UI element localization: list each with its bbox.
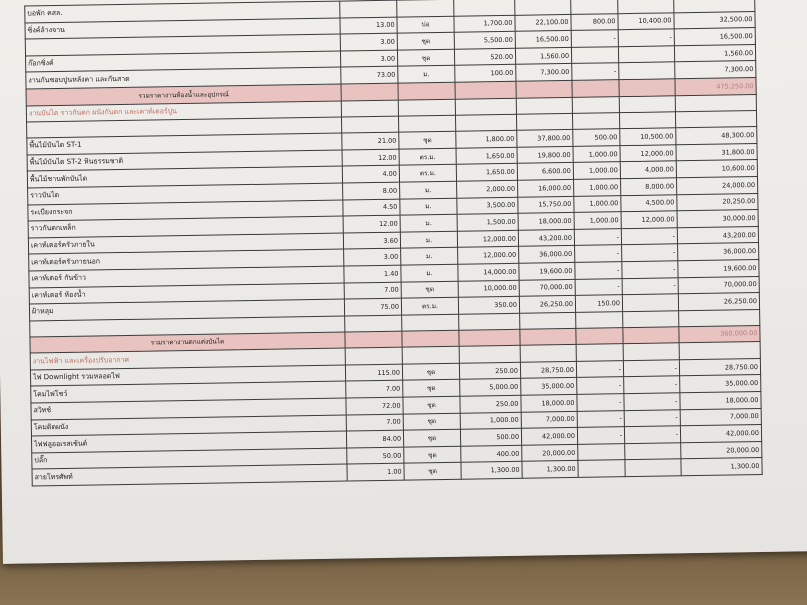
material-total-cell: 16,500.00	[515, 31, 571, 48]
empty-cell	[459, 313, 520, 330]
item-cell: งานกันซอบปูนหลังคา และกันสาด	[26, 67, 341, 89]
material-unit-price-cell: 2,000.00	[457, 180, 518, 198]
material-total-cell: 16,000.00	[518, 179, 574, 196]
labor-unit-price-cell: 1,000.00	[573, 145, 620, 162]
row-total-cell: 31,800.00	[676, 143, 757, 161]
material-unit-price-cell: 3,500.00	[457, 197, 518, 215]
labor-unit-price-cell: 1,000.00	[574, 195, 621, 212]
material-total-cell: 43,200.00	[518, 229, 574, 246]
quantity-cell: 8.00	[343, 182, 400, 199]
quantity-cell: 115.00	[345, 364, 402, 381]
row-total-cell: 1,300.00	[681, 458, 762, 476]
row-total-cell: 10,600.00	[676, 160, 757, 178]
labor-total-cell: 4,500.00	[621, 194, 677, 211]
labor-unit-price-cell: -	[575, 262, 622, 279]
empty-cell	[572, 80, 619, 97]
unit-cell: ชุด	[397, 32, 454, 49]
quantity-cell: 3.00	[340, 33, 397, 50]
labor-unit-price-cell: -	[574, 228, 621, 245]
empty-cell	[572, 96, 619, 113]
unit-cell: ชุด	[404, 463, 461, 480]
material-unit-price-cell: 12,000.00	[458, 247, 519, 265]
material-total-cell: 7,300.00	[516, 64, 572, 81]
material-unit-price-cell: 1,800.00	[456, 130, 517, 148]
item-cell: พื้นไม้บันได ST-1	[27, 133, 342, 155]
labor-total-cell	[625, 443, 681, 460]
quantity-cell: 7.00	[346, 381, 403, 398]
item-cell: ฝ้าหลุม	[29, 299, 344, 321]
labor-total-cell: -	[622, 261, 678, 278]
unit-cell: ชุด	[397, 49, 454, 66]
empty-cell	[516, 80, 572, 97]
labor-unit-price-cell: 800.00	[571, 13, 618, 30]
item-cell: ก๊อกซิ่งค์	[26, 51, 341, 73]
row-total-cell: 35,000.00	[680, 375, 761, 393]
empty-cell	[345, 347, 402, 364]
material-unit-price-cell: 1,300.00	[461, 462, 522, 480]
labor-total-cell: -	[618, 29, 674, 46]
empty-cell	[516, 114, 572, 131]
item-cell: พื้นไม้ชานพักบันได	[27, 166, 342, 188]
item-cell: เคาท์เตอร์ ห้องน้ำ	[29, 283, 344, 305]
row-total-cell: 1,560.00	[674, 44, 755, 62]
empty-cell	[398, 99, 455, 116]
unit-cell: ม.	[400, 214, 457, 231]
quantity-cell: 7.00	[344, 282, 401, 299]
unit-cell: ชุด	[403, 380, 460, 397]
material-unit-price-cell: 250.00	[459, 362, 520, 380]
quantity-cell: 50.00	[347, 447, 404, 464]
row-total-cell: 32,500.00	[674, 11, 755, 29]
row-total-cell: 16,500.00	[674, 28, 755, 46]
row-total-cell: 24,000.00	[677, 176, 758, 194]
material-unit-price-cell: 1,650.00	[456, 147, 517, 165]
material-unit-price-cell: 1,650.00	[456, 164, 517, 182]
quantity-cell: 3.00	[340, 50, 397, 67]
empty-cell	[402, 330, 459, 347]
labor-unit-price-cell: -	[577, 427, 624, 444]
material-unit-price-cell: 1,500.00	[457, 213, 518, 231]
labor-total-cell: -	[624, 426, 680, 443]
material-unit-price-cell: 12,000.00	[457, 230, 518, 248]
material-total-cell: 42,000.00	[521, 428, 577, 445]
material-unit-price-cell: 250.00	[460, 395, 521, 413]
section-total-label: รวมราคางานตกแต่งบันได	[30, 332, 345, 354]
empty-cell	[342, 116, 399, 133]
item-cell: เคาท์เตอร์ครัวภายใน	[28, 233, 343, 255]
labor-total-cell: 12,000.00	[620, 145, 676, 162]
material-total-cell: 19,600.00	[519, 262, 575, 279]
unit-cell: ตร.ม.	[399, 148, 456, 165]
row-total-cell: 19,600.00	[678, 259, 759, 277]
material-unit-price-cell: 10,000.00	[458, 280, 519, 298]
item-cell: โคมติดผนัง	[31, 415, 346, 437]
empty-cell	[623, 343, 679, 360]
empty-cell	[516, 97, 572, 114]
quantity-cell: 12.00	[342, 149, 399, 166]
row-total-cell: 28,750.00	[679, 358, 760, 376]
item-cell: บอพัก คสล.	[25, 1, 340, 23]
empty-cell	[402, 347, 459, 364]
labor-unit-price-cell: -	[577, 394, 624, 411]
item-cell: ปลั๊ก	[32, 448, 347, 470]
empty-cell	[572, 113, 619, 130]
empty-cell	[398, 82, 455, 99]
empty-cell	[675, 111, 756, 128]
empty-cell	[619, 112, 675, 129]
quantity-cell: 13.00	[340, 17, 397, 34]
empty-cell	[520, 345, 576, 362]
unit-cell: ชุด	[403, 396, 460, 413]
empty-cell	[576, 327, 623, 344]
item-cell: เคาท์เตอร์ กันข้าว	[29, 266, 344, 288]
material-unit-price-cell: 350.00	[458, 296, 519, 314]
quantity-cell: 21.00	[342, 132, 399, 149]
labor-total-cell: -	[623, 360, 679, 377]
section-total-label: รวมราคางานห้องน้ำและอุปกรณ์	[26, 84, 341, 106]
labor-total-cell: 4,000.00	[620, 161, 676, 178]
labor-total-cell: -	[624, 376, 680, 393]
row-total-cell: 26,250.00	[678, 293, 759, 311]
quantity-cell: 72.00	[346, 397, 403, 414]
labor-unit-price-cell	[571, 46, 618, 63]
item-cell: ไฟ Downlight รวมหลอดไฟ	[30, 365, 345, 387]
labor-total-cell	[618, 0, 674, 13]
empty-cell	[520, 312, 576, 329]
material-total-cell: 28,750.00	[520, 361, 576, 378]
labor-total-cell: 10,400.00	[618, 12, 674, 29]
unit-cell: ม.	[400, 231, 457, 248]
material-total-cell: 6,600.00	[517, 163, 573, 180]
empty-cell	[345, 315, 402, 332]
labor-unit-price-cell: 1,000.00	[574, 212, 621, 229]
empty-cell	[679, 309, 760, 326]
empty-cell	[520, 328, 576, 345]
labor-total-cell: 12,000.00	[621, 211, 677, 228]
labor-unit-price-cell: -	[577, 410, 624, 427]
material-total-cell: 36,000.00	[519, 246, 575, 263]
empty-cell	[679, 342, 760, 360]
material-total-cell: 18,000.00	[521, 394, 577, 411]
row-total-cell: 48,300.00	[676, 127, 757, 145]
quantity-cell: 1.00	[347, 464, 404, 481]
material-unit-price-cell	[454, 0, 515, 16]
row-total-cell: 70,000.00	[678, 276, 759, 294]
item-cell: ซิ่งค์ล้างจาน	[25, 18, 340, 40]
row-total-cell: 42,000.00	[680, 425, 761, 443]
material-unit-price-cell: 5,000.00	[460, 379, 521, 397]
unit-cell: ตร.ม.	[401, 297, 458, 314]
unit-cell: ชุด	[399, 131, 456, 148]
item-cell: ราวบันได	[28, 183, 343, 205]
item-cell: ไฟฟลูออเรสเซ้นต์	[31, 431, 346, 453]
material-total-cell: 22,100.00	[515, 14, 571, 31]
empty-cell	[576, 344, 623, 361]
item-cell: โคมไฟโชว์	[31, 381, 346, 403]
row-total-cell: 43,200.00	[677, 226, 758, 244]
material-total-cell: 35,000.00	[521, 378, 577, 395]
table-body	[25, 0, 762, 486]
material-total-cell: 18,000.00	[518, 213, 574, 230]
material-unit-price-cell: 1,700.00	[454, 15, 515, 33]
quantity-cell: 73.00	[341, 67, 398, 84]
labor-total-cell: 8,000.00	[621, 178, 677, 195]
empty-cell	[455, 81, 516, 99]
material-unit-price-cell: 100.00	[455, 65, 516, 83]
material-total-cell: 15,750.00	[518, 196, 574, 213]
labor-unit-price-cell	[571, 0, 618, 14]
material-total-cell	[515, 0, 571, 15]
labor-total-cell: -	[622, 277, 678, 294]
empty-cell	[341, 83, 398, 100]
empty-cell	[459, 346, 520, 364]
material-unit-price-cell: 5,500.00	[454, 32, 515, 50]
section-heading: งานบันได ราวกันตก ผนังกันตก และเคาท์เตอร์ปูน	[26, 101, 341, 123]
unit-cell: ม.	[398, 66, 455, 83]
item-cell: ราวกันตกเหล็ก	[28, 216, 343, 238]
quantity-cell: 75.00	[344, 298, 401, 315]
labor-total-cell: -	[624, 409, 680, 426]
unit-cell: ชุด	[401, 281, 458, 298]
labor-total-cell: -	[621, 228, 677, 245]
material-unit-price-cell: 14,000.00	[458, 263, 519, 281]
labor-unit-price-cell: -	[576, 361, 623, 378]
labor-total-cell	[619, 62, 675, 79]
empty-cell	[619, 79, 675, 96]
quantity-cell	[340, 0, 397, 17]
material-total-cell: 70,000.00	[519, 279, 575, 296]
cost-estimate-table	[24, 0, 762, 486]
empty-cell	[623, 310, 679, 327]
unit-cell: ม.	[401, 264, 458, 281]
material-total-cell: 7,000.00	[521, 411, 577, 428]
labor-unit-price-cell: 500.00	[573, 129, 620, 146]
labor-total-cell: -	[624, 393, 680, 410]
labor-unit-price-cell: -	[572, 63, 619, 80]
quantity-cell: 4.50	[343, 199, 400, 216]
unit-cell	[397, 0, 454, 17]
material-total-cell: 1,560.00	[515, 47, 571, 64]
quantity-cell: 3.60	[343, 232, 400, 249]
material-total-cell: 19,800.00	[517, 146, 573, 163]
empty-cell	[402, 314, 459, 331]
quantity-cell: 4.00	[342, 165, 399, 182]
material-unit-price-cell: 520.00	[454, 48, 515, 66]
row-total-cell: 36,000.00	[678, 243, 759, 261]
labor-unit-price-cell: -	[577, 377, 624, 394]
labor-unit-price-cell: -	[575, 278, 622, 295]
unit-cell: ม.	[400, 198, 457, 215]
empty-cell	[455, 98, 516, 116]
material-total-cell: 26,250.00	[519, 295, 575, 312]
labor-unit-price-cell	[578, 460, 625, 477]
empty-cell	[455, 114, 516, 131]
labor-unit-price-cell: -	[571, 30, 618, 47]
labor-unit-price-cell: 1,000.00	[573, 162, 620, 179]
empty-cell	[623, 326, 679, 343]
material-unit-price-cell: 400.00	[461, 445, 522, 463]
empty-cell	[345, 331, 402, 348]
material-unit-price-cell: 1,000.00	[460, 412, 521, 430]
empty-cell	[619, 95, 675, 112]
labor-unit-price-cell: 1,000.00	[574, 179, 621, 196]
labor-unit-price-cell	[578, 443, 625, 460]
quantity-cell: 1.40	[344, 265, 401, 282]
section-heading: งานไฟฟ้า และเครื่องปรับอากาศ	[30, 348, 345, 370]
material-unit-price-cell: 500.00	[460, 429, 521, 447]
section-total-value: 360,000.00	[679, 325, 760, 343]
labor-total-cell	[625, 459, 681, 476]
row-total-cell: 18,000.00	[680, 392, 761, 410]
item-cell: เคาท์เตอร์ครัวภายนอก	[29, 249, 344, 271]
labor-total-cell	[618, 46, 674, 63]
quantity-cell: 84.00	[346, 430, 403, 447]
unit-cell: ม.	[401, 248, 458, 265]
item-cell: สายโทรศัพท์	[32, 464, 347, 486]
unit-cell: ชุด	[404, 446, 461, 463]
quantity-cell: 7.00	[346, 414, 403, 431]
labor-unit-price-cell: -	[575, 245, 622, 262]
quantity-cell: 3.00	[344, 248, 401, 265]
empty-cell	[459, 329, 520, 347]
item-cell: พื้นไม้บันได ST-2 หินธรรมชาติ	[27, 150, 342, 172]
material-total-cell: 20,000.00	[522, 444, 578, 461]
unit-cell: ชุด	[402, 363, 459, 380]
section-total-value: 475,250.00	[675, 78, 756, 96]
material-total-cell: 37,800.00	[517, 130, 573, 147]
labor-unit-price-cell: 150.00	[575, 295, 622, 312]
empty-cell	[576, 311, 623, 328]
material-total-cell: 1,300.00	[522, 461, 578, 478]
unit-cell: ตร.ม.	[399, 165, 456, 182]
row-total-cell: 30,000.00	[677, 210, 758, 228]
empty-cell	[675, 94, 756, 112]
empty-cell	[399, 115, 456, 132]
quantity-cell: 12.00	[343, 215, 400, 232]
row-total-cell: 20,250.00	[677, 193, 758, 211]
unit-cell: ชุด	[403, 429, 460, 446]
labor-total-cell: 10,500.00	[620, 128, 676, 145]
row-total-cell: 7,300.00	[675, 61, 756, 79]
item-cell: ระเบียงกระจก	[28, 200, 343, 222]
empty-cell	[341, 100, 398, 117]
row-total-cell: 7,000.00	[680, 408, 761, 426]
unit-cell: บ่อ	[397, 16, 454, 33]
labor-total-cell: -	[622, 244, 678, 261]
labor-total-cell	[622, 294, 678, 311]
item-cell: สวิทช์	[31, 398, 346, 420]
unit-cell: ชุด	[403, 413, 460, 430]
row-total-cell: 20,000.00	[681, 441, 762, 459]
unit-cell: ม.	[400, 181, 457, 198]
